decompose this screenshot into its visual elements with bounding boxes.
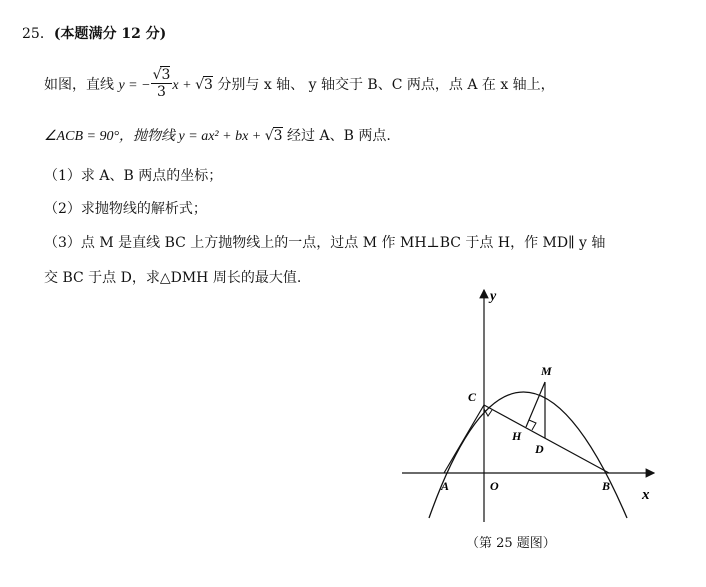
label-o: O — [490, 479, 499, 493]
label-y: y — [490, 289, 497, 304]
problem-header — [22, 24, 166, 44]
figure-caption: （第 25 题图） — [466, 536, 556, 551]
problem-number: 25 — [22, 26, 40, 42]
label-x: x — [642, 487, 650, 503]
parabola-curve — [429, 392, 627, 518]
line-bc — [484, 405, 609, 473]
label-b: B — [602, 479, 611, 493]
angle-line: ∠ACB = 90°，抛物线 y = ax² + bx + √3 经过 A、B 两点. — [44, 128, 391, 144]
label-c: C — [468, 390, 477, 404]
intro-sqrt: 3 — [204, 77, 213, 93]
line-ac — [444, 405, 484, 473]
intro-tail: 分别与 x 轴、 y 轴交于 B、C 两点，点 A 在 x 轴上， — [212, 77, 555, 93]
intro-fraction: $\frac{√3}{3}$ — [152, 67, 171, 100]
intro-equation-mid: x + — [172, 78, 196, 93]
intro-fraction-denominator: 3 — [157, 84, 166, 100]
question-2: （2）求抛物线的解析式； — [44, 201, 207, 217]
parabola-sqrt: 3 — [273, 128, 283, 144]
angle-tail: 经过 A、B 两点. — [282, 128, 391, 144]
label-h: H — [512, 429, 522, 443]
label-d: D — [535, 442, 544, 456]
question-3: （3）点 M 是直线 BC 上方抛物线上的一点，过点 M 作 MH⊥BC 于点 H，作 MD∥ y 轴 — [44, 235, 606, 251]
intro-equation-head: y = − — [118, 78, 151, 93]
question-1: （1）求 A、B 两点的坐标； — [44, 168, 223, 184]
problem-figure — [392, 282, 662, 532]
intro-line: 如图，直线 y = − $\frac{√3}{3}$ x + √3 分别与 x 轴、 y 轴交于 B、C 两点，点 A 在 x 轴上， — [44, 67, 555, 100]
intro-prefix: 如图，直线 — [44, 77, 119, 93]
intro-fraction-numerator: 3 — [161, 67, 171, 83]
problem-score: (本题满分 12 分) — [53, 26, 167, 42]
parabola-equation: y = ax² + bx + — [178, 129, 265, 144]
problem-number-dot: ． — [39, 26, 54, 42]
label-a: A — [441, 479, 450, 493]
label-m: M — [541, 364, 552, 378]
right-angle-h — [529, 420, 536, 430]
question-3-cont: 交 BC 于点 D，求△DMH 周长的最大值. — [44, 270, 302, 286]
right-angle-c — [484, 409, 492, 416]
angle-prefix: ∠ACB = 90°，抛物线 — [44, 129, 179, 144]
segment-mh — [526, 382, 545, 427]
